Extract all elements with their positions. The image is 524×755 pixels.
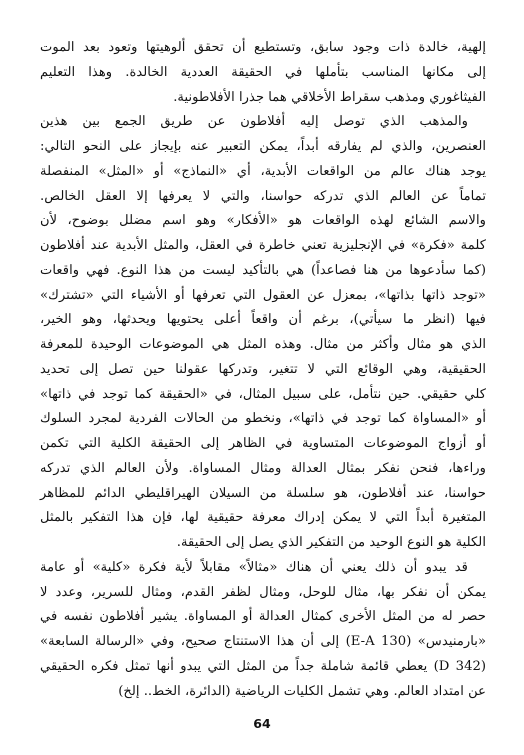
text-line: أو «المساواة كما توجد في ذاتها»، ونخطو من الحالات الفردية لمجرد السلوك: [40, 411, 486, 427]
text-line: إلى مكانها المناسب بتأملها في الحقيقة العددية الخالدة. وهذا التعليم: [40, 64, 486, 80]
text-line: كلي حقيقي. حين نتأمل، على سبيل المثال، في «الحقيقة كما توجد في ذاتها»: [40, 386, 486, 402]
page-number: 64: [253, 716, 271, 731]
text-line: فيها (انظر ما سيأتي)، برغم أن واقعاً أعلى يحتويها ويحدثها، وهو الخير،: [40, 312, 486, 328]
text-line: وراءها، فنحن نفكر بمثال العدالة ومثال المساواة. ولأن العالم الذي تدركه: [40, 460, 486, 476]
text-line: عن امتداد العالم. وهي تشمل الكليات الرياضية (الدائرة، الخط.. إلخ): [118, 683, 486, 699]
text-line: يمكن أن نفكر بها، مثال للوحل، ومثال لظفر القدم، ومثال للسرير، وعدد لا: [40, 584, 486, 600]
text-line: (D 342) يعطي قائمة شاملة جداً من المثل التي يبدو أنها تمثل فكره الحقيقي: [40, 658, 487, 674]
paragraph-2: [40, 110, 486, 556]
text-line: (كما سأدعوها من هنا فصاعداً) هي بالتأكيد ليست من هذا النوع. فهي واقعات: [40, 262, 486, 278]
text-line: كلمة «فكرة» في الإنجليزية تعني خاطرة في العقل، والمثل الأبدية عند أفلاطون: [40, 238, 486, 253]
text-line: المتغيرة أبداً التي لا يمكن إدراك معرفة حقيقية لها، فإن هذا التفكير بالمثل: [40, 510, 486, 526]
text-line: «توجد ذاتها بذاتها»، بمعزل عن العقول التي تعرفها أو الأشياء التي «تشترك»: [40, 287, 486, 303]
text-line: تماماً عن العالم الذي تدركه حواسنا، والتي لا يعرفها إلا العقل الخالص.: [40, 188, 486, 204]
text-line: «بارمنيدس» (E-A 130) إلى أن هذا الاستنتاج صحيح، وفي «الرسالة السابعة»: [40, 634, 487, 649]
text-line: قد يبدو أن ذلك يعني أن هناك «مثالاً» مقابلاً لأية فكرة «كلية» أو عامة: [40, 559, 468, 575]
text-line: الكلية هو النوع الوحيد من التفكير الذي يصل إلى الحقيقة.: [176, 535, 486, 550]
page-body: [40, 36, 486, 704]
text-line: حواسنا، عند أفلاطون، هو سلسلة من السيلان الهيراقليطي الدائم للمظاهر: [40, 485, 486, 501]
paragraph-3: [40, 556, 486, 705]
text-line: أو أزواج الموضوعات المتساوية في الظاهر إلى الحقيقة الكلية التي تكمن: [40, 436, 486, 451]
text-line: والمذهب الذي توصل إليه أفلاطون عن طريق الجمع بين هذين: [40, 114, 468, 130]
text-line: العنصرين، والذي لم يفارقه أبداً، يمكن التعبير عنه بإيجاز على النحو التالي:: [40, 139, 486, 154]
text-line: حصر له من المثل الأخرى كمثال العدالة أو المساواة. يشير أفلاطون نفسه في: [40, 609, 486, 625]
paragraph-1: [40, 36, 486, 110]
text-line: والاسم الشائع لهذه الواقعات هو «الأفكار» وهو اسم مضلل بوضوح، لأن: [40, 213, 486, 229]
text-line: يوجد هناك عالم من الواقعات الأبدية، أي «النماذج» أو «المثل» المنفصلة: [40, 163, 486, 179]
text-line: الحقيقية، وهي الوقائع التي لا تتغير، وتدركها عقولنا حين تصل إلى تحديد: [40, 361, 486, 377]
text-line: الفيثاغوري ومذهب سقراط الأخلاقي هما جذرا الأفلاطونية.: [173, 89, 486, 105]
text-line: إلهية، خالدة ذات وجود سابق، وتستطيع أن تحقق ألوهيتها وتعود بعد الموت: [40, 40, 486, 55]
text-line: الذي هو مثال وأكثر من مثال. وهذه المثل هي الموضوعات الوحيدة للمعرفة: [40, 337, 486, 352]
